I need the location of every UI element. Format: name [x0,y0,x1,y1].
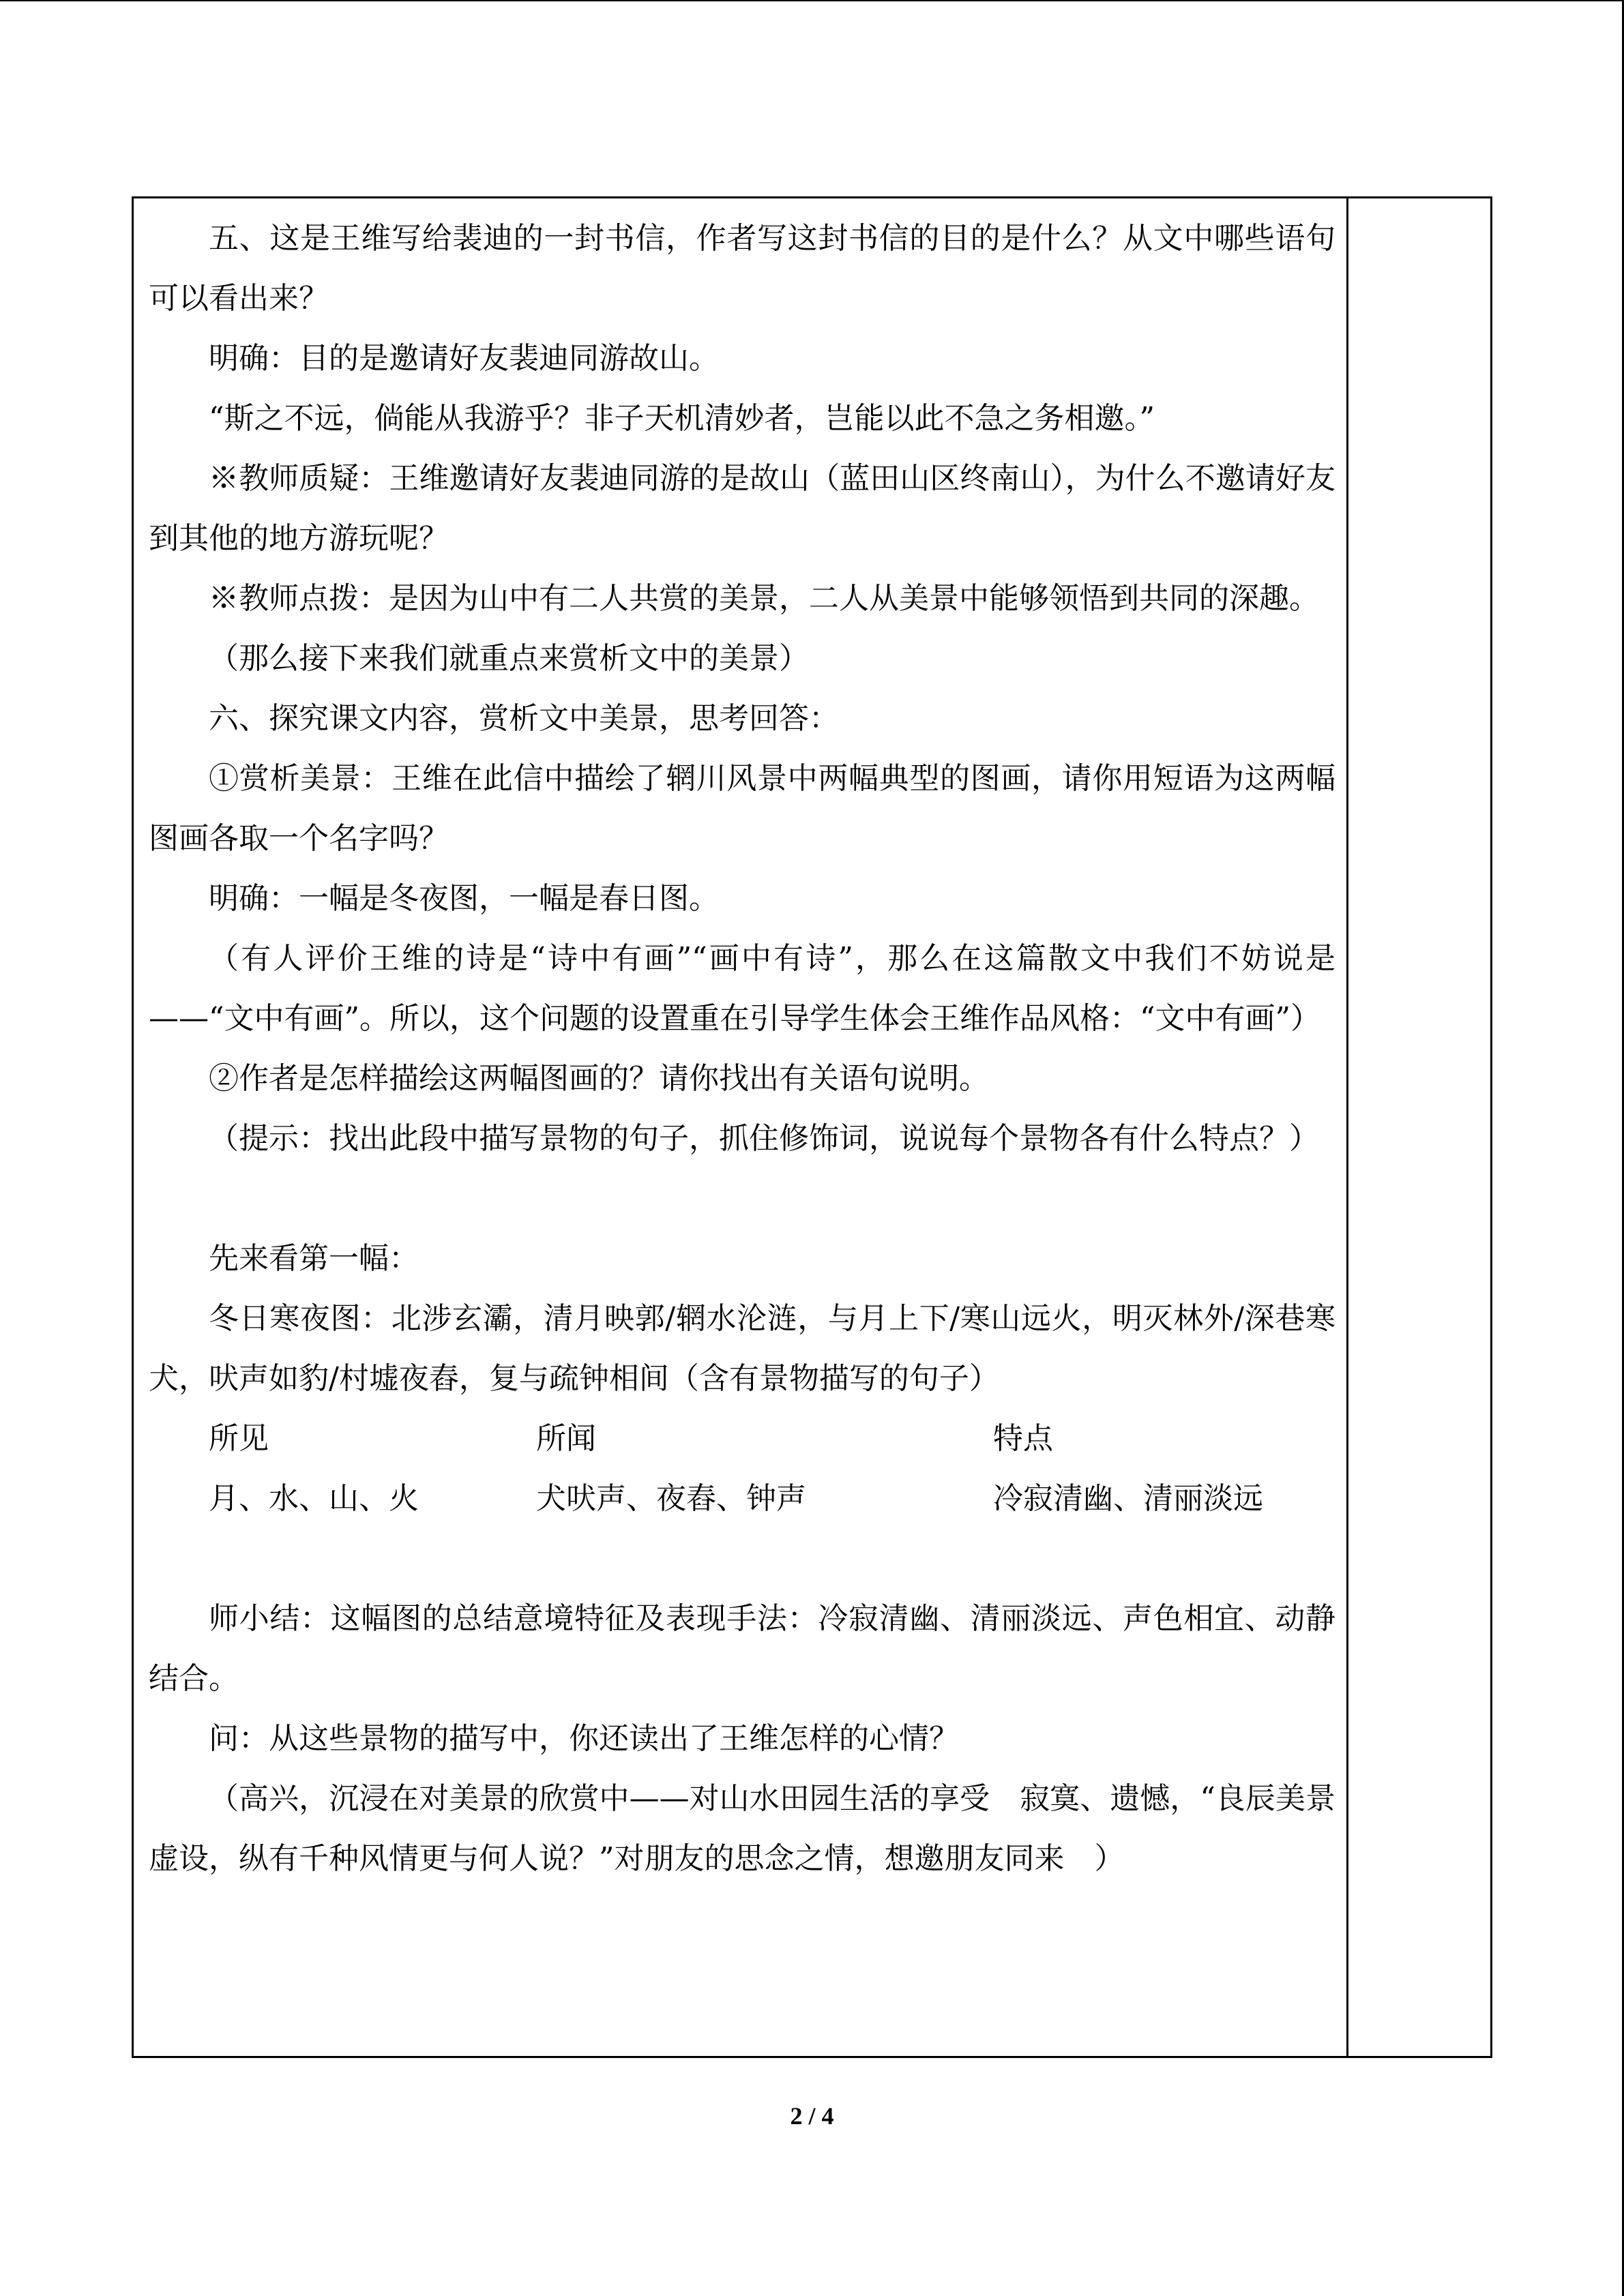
header-features: 特点 [993,1421,1053,1456]
paragraph-answer-purpose: 明确：目的是邀请好友裴迪同游故山。 [209,341,719,376]
paragraph-answer-pictures: 明确：一幅是冬夜图，一幅是春日图。 [209,881,719,916]
paragraph-teacher-question: ※教师质疑：王维邀请好友裴迪同游的是故山（蓝田山区终南山），为什么不邀请好友到其他的地方游玩呢？ [149,461,1335,556]
lesson-content-cell [149,209,1335,1889]
header-seen: 所见 [209,1421,269,1456]
paragraph-first-picture: 先来看第一幅： [209,1241,419,1276]
paragraph-how-depicted: ②作者是怎样描绘这两幅图画的？请你找出有关语句说明。 [209,1061,989,1096]
cell-features: 冷寂清幽、清丽淡远 [993,1481,1263,1516]
paragraph-appreciate-scenery: ①赏析美景：王维在此信中描绘了辋川风景中两幅典型的图画，请你用短语为这两幅图画各取一个名字吗？ [149,761,1335,856]
paragraph-teacher-guidance: ※教师点拨：是因为山中有二人共赏的美景，二人从美景中能够领悟到共同的深趣。 [209,581,1319,616]
blank-line [149,1169,1335,1229]
paragraph-quote: “斯之不远，倘能从我游乎？非子天机清妙者，岂能以此不急之务相邀。” [209,401,1155,436]
paragraph-question-six: 六、探究课文内容，赏析文中美景，思考回答： [209,701,839,736]
header-heard: 所闻 [536,1421,596,1456]
page-number: 2 / 4 [790,2102,834,2130]
lesson-table [132,196,1492,2058]
paragraph-mood-question: 问：从这些景物的描写中，你还读出了王维怎样的心情？ [209,1721,959,1756]
blank-line [149,1529,1335,1589]
scenery-table-row [149,1469,1335,1529]
cell-heard: 犬吠声、夜舂、钟声 [536,1481,806,1516]
paragraph-question-five: 五、这是王维写给裴迪的一封书信，作者写这封书信的目的是什么？从文中哪些语句可以看出来？ [149,221,1335,316]
paragraph-mood-answer: （高兴，沉浸在对美景的欣赏中——对山水田园生活的享受 寂寞、遗憾，“良辰美景虚设，纵有千种风情更与何人说？”对朋友的思念之情，想邀朋友同来 ） [149,1781,1335,1876]
table-column-divider [1346,198,1348,2056]
page-border-top [0,0,1624,1]
paragraph-transition: （那么接下来我们就重点来赏析文中的美景） [209,641,809,676]
cell-seen: 月、水、山、火 [209,1481,419,1516]
paragraph-winter-night: 冬日寒夜图：北涉玄灞，清月映郭/辋水沦涟，与月上下/寒山远火，明灭林外/深巷寒犬，吠声如豹/村墟夜舂，复与疏钟相间（含有景物描写的句子） [149,1301,1335,1396]
paragraph-summary: 师小结：这幅图的总结意境特征及表现手法：冷寂清幽、清丽淡远、声色相宜、动静结合。 [149,1601,1335,1696]
paragraph-style-note: （有人评价王维的诗是“诗中有画”“画中有诗”，那么在这篇散文中我们不妨说是——“文中有画”。所以，这个问题的设置重在引导学生体会王维作品风格：“文中有画”） [149,941,1335,1036]
scenery-table-header [149,1409,1335,1469]
paragraph-hint: （提示：找出此段中描写景物的句子，抓住修饰词，说说每个景物各有什么特点？） [209,1121,1319,1156]
